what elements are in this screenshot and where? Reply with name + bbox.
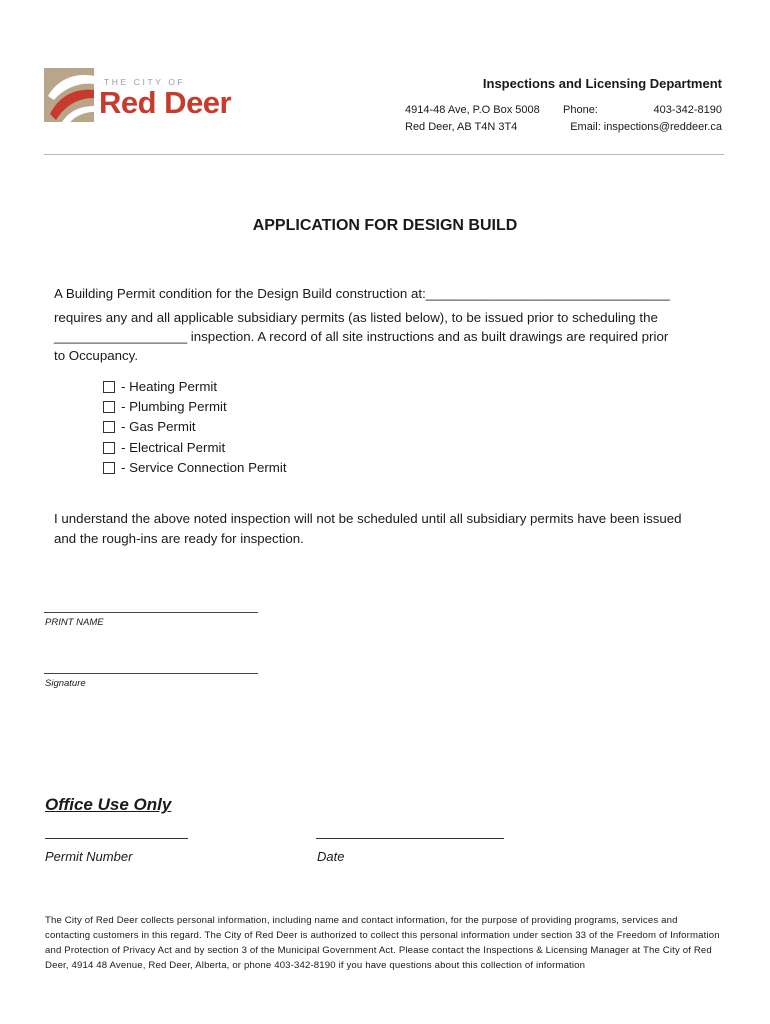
permit-number-field[interactable] [45,838,188,839]
department-name: Inspections and Licensing Department [482,76,722,91]
header-divider [44,154,724,155]
permit-label: - Heating Permit [121,379,218,394]
condition-line-1: A Building Permit condition for the Design Build construction at:_________________________________ [54,286,670,301]
email-link[interactable]: Email: inspections@reddeer.ca [570,121,722,133]
logo-caption: THE CITY OF [104,77,186,87]
permit-number-label: Permit Number [45,849,133,864]
date-field[interactable] [316,838,504,839]
privacy-notice: The City of Red Deer collects personal information, including name and contact information, for the purpose of providing programs, services and contacting customers in this regard. The City of Red Deer is authorized to collect this personal information under section 33 of the Freedom of Information and Protection of Privacy Act and by section 3 of the Municipal Government Act. Please contact the Inspections & Licensing Manager at The City of Red Deer, 4914 48 Avenue, Red Deer, Alberta, or phone 403-342-8190 if you have questions about this collection of information [45,915,720,971]
acknowledgement-line-1: I understand the above noted inspection will not be scheduled until all subsidiary permits have been issued [54,511,682,526]
form-title: APPLICATION FOR DESIGN BUILD [252,217,518,234]
permit-label: - Gas Permit [121,419,196,434]
plumbing-permit-checkbox[interactable] [103,401,115,413]
condition-line-4: to Occupancy. [54,348,139,363]
print-name-field[interactable] [44,612,258,613]
permit-label: - Service Connection Permit [121,460,287,475]
condition-line-2: requires any and all applicable subsidiary permits (as listed below), to be issued prior to scheduling the [54,310,658,325]
service-connection-permit-checkbox[interactable] [103,462,115,474]
electrical-permit-checkbox[interactable] [103,442,115,454]
permit-label: - Electrical Permit [121,440,226,455]
address-line-2: Red Deer, AB T4N 3T4 [405,121,518,133]
logo-wordmark: Red Deer [99,85,232,120]
signature-field[interactable] [44,673,258,674]
office-use-heading: Office Use Only [45,795,172,814]
print-name-label: PRINT NAME [45,617,104,628]
phone-label: Phone: [563,104,598,116]
acknowledgement-line-2: and the rough-ins are ready for inspection. [54,531,304,546]
permit-row-service-connection [103,460,287,475]
condition-line-3: __________________ inspection. A record of all site instructions and as built drawings are required prior [54,329,669,344]
permit-row-heating [103,379,217,394]
permit-row-electrical [103,440,225,455]
signature-label: Signature [45,678,86,689]
gas-permit-checkbox[interactable] [103,421,115,433]
phone-value: 403-342-8190 [653,104,722,116]
permit-row-plumbing [103,399,227,414]
address-line-1: 4914-48 Ave, P.O Box 5008 [405,104,540,116]
date-label: Date [317,849,345,864]
permit-row-gas [103,419,196,434]
permit-label: - Plumbing Permit [121,399,227,414]
heating-permit-checkbox[interactable] [103,381,115,393]
